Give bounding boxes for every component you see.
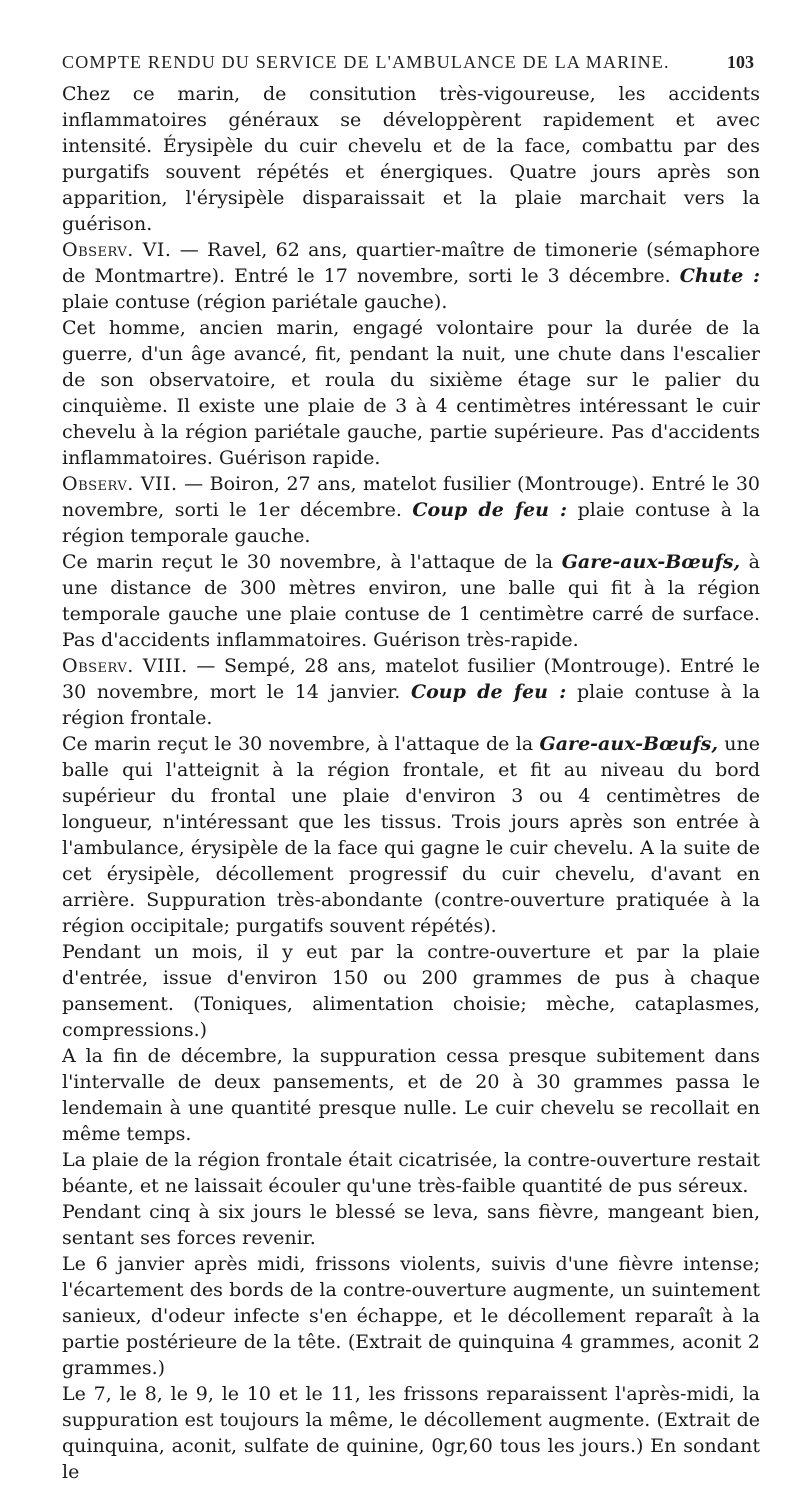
- paragraph: [62, 1381, 760, 1485]
- paragraph: [62, 81, 760, 237]
- diagnosis-label: Coup de feu :: [410, 681, 567, 703]
- paragraph-text: — Boiron, 27 ans, matelot fusilier (Montrouge). Entré le 30 novembre, sorti le 1er décembre.: [62, 473, 761, 521]
- observation-label: Observ. VII.: [62, 473, 178, 495]
- paragraph: [62, 939, 760, 1043]
- paragraph-text: — Sempé, 28 ans, matelot fusilier (Montrouge). Entré le 30 novembre, mort le 14 janvier.: [62, 655, 760, 703]
- paragraph-text: Pendant un mois, il y eut par la contre-ouverture et par la plaie d'entrée, issue d'environ 150 ou 200 grammes de pus à chaque pansement. (Toniques, alimentation choisie; mèche, cataplasmes, compressions.): [62, 941, 760, 1041]
- paragraph-text: Pendant cinq à six jours le blessé se leva, sans fièvre, mangeant bien, sentant ses forces revenir.: [62, 1201, 760, 1249]
- paragraph-text-tail: plaie contuse (région pariétale gauche).: [62, 291, 448, 313]
- paragraph-text: Le 6 janvier après midi, frissons violents, suivis d'une fièvre intense; l'écartement des bords de la contre-ouverture augmente, un suintement sanieux, d'odeur infecte s'en échappe, et le décollement reparaît à la partie postérieure de la tête. (Extrait de quinquina 4 grammes, aconit 2 grammes.): [62, 1253, 760, 1379]
- observation-label: Observ. VI.: [62, 239, 172, 261]
- paragraph: [62, 315, 760, 471]
- paragraph: [62, 549, 760, 653]
- observation-heading-paragraph: [62, 653, 760, 731]
- paragraph-text: — Ravel, 62 ans, quartier-maître de timonerie (sémaphore de Montmartre). Entré le 17 novembre, sorti le 3 décembre.: [62, 239, 760, 287]
- place-name: Gare-aux-Bœufs,: [539, 733, 718, 755]
- paragraph: [62, 1147, 760, 1199]
- paragraph-text: La plaie de la région frontale était cicatrisée, la contre-ouverture restait béante, et ne laissait écouler qu'une très-faible quantité de pus séreux.: [62, 1149, 760, 1197]
- paragraph-text: Ce marin reçut le 30 novembre, à l'attaque de la: [62, 733, 540, 755]
- observation-heading-paragraph: [62, 237, 760, 315]
- paragraph: [62, 1043, 760, 1147]
- paragraph-text-tail: plaie contuse à la région frontale.: [62, 681, 760, 729]
- place-name: Gare-aux-Bœufs,: [561, 551, 741, 573]
- paragraph: [62, 1251, 760, 1381]
- diagnosis-label: Chute :: [679, 265, 760, 287]
- diagnosis-label: Coup de feu :: [412, 499, 568, 521]
- paragraph-text-tail: plaie contuse à la région temporale gauche.: [62, 499, 760, 547]
- observation-heading-paragraph: [62, 471, 760, 549]
- paragraph-text: A la fin de décembre, la suppuration cessa presque subitement dans l'intervalle de deux pansements, et de 20 à 30 grammes passa le lendemain à une quantité presque nulle. Le cuir chevelu se recollait en même temps.: [62, 1045, 760, 1145]
- body-text: [62, 81, 760, 1485]
- paragraph-text: Ce marin reçut le 30 novembre, à l'attaque de la: [62, 551, 562, 573]
- paragraph-text: Chez ce marin, de consitution très-vigoureuse, les accidents inflammatoires généraux se développèrent rapidement et avec intensité. Érysipèle du cuir chevelu et de la face, combattu par des purgatifs souvent répétés et énergiques. Quatre jours après son apparition, l'érysipèle disparaissait et la plaie marchait vers la guérison.: [62, 83, 760, 235]
- page-number: 103: [727, 52, 754, 72]
- observation-label: Observ. VIII.: [62, 655, 188, 677]
- running-header: [62, 52, 760, 73]
- paragraph: [62, 1199, 760, 1251]
- paragraph-text-tail: une balle qui l'atteignit à la région frontale, et fit au niveau du bord supérieur du frontal une plaie d'environ 3 ou 4 centimètres de longueur, n'intéressant que les tissus. Trois jours après son entrée à l'ambulance, érysipèle de la face qui gagne le cuir chevelu. A la suite de cet érysipèle, décollement progressif du cuir chevelu, d'avant en arrière. Suppuration très-abondante (contre-ouverture pratiquée à la région occipitale; purgatifs souvent répétés).: [62, 733, 760, 937]
- paragraph: [62, 731, 760, 939]
- running-title: COMPTE RENDU DU SERVICE DE L'AMBULANCE DE LA MARINE.: [62, 52, 670, 72]
- paragraph-text: Le 7, le 8, le 9, le 10 et le 11, les frissons reparaissent l'après-midi, la suppuration est toujours la même, le décollement augmente. (Extrait de quinquina, aconit, sulfate de quinine, 0gr,60 tous les jours.) En sondant le: [62, 1383, 760, 1483]
- paragraph-text-tail: à une distance de 300 mètres environ, une balle qui fit à la région temporale gauche une plaie contuse de 1 centimètre carré de surface. Pas d'accidents inflammatoires. Guérison très-rapide.: [62, 551, 760, 651]
- paragraph-text: Cet homme, ancien marin, engagé volontaire pour la durée de la guerre, d'un âge avancé, fit, pendant la nuit, une chute dans l'escalier de son observatoire, et roula du sixième étage sur le palier du cinquième. Il existe une plaie de 3 à 4 centimètres intéressant le cuir chevelu à la région pariétale gauche, partie supérieure. Pas d'accidents inflammatoires. Guérison rapide.: [62, 317, 760, 469]
